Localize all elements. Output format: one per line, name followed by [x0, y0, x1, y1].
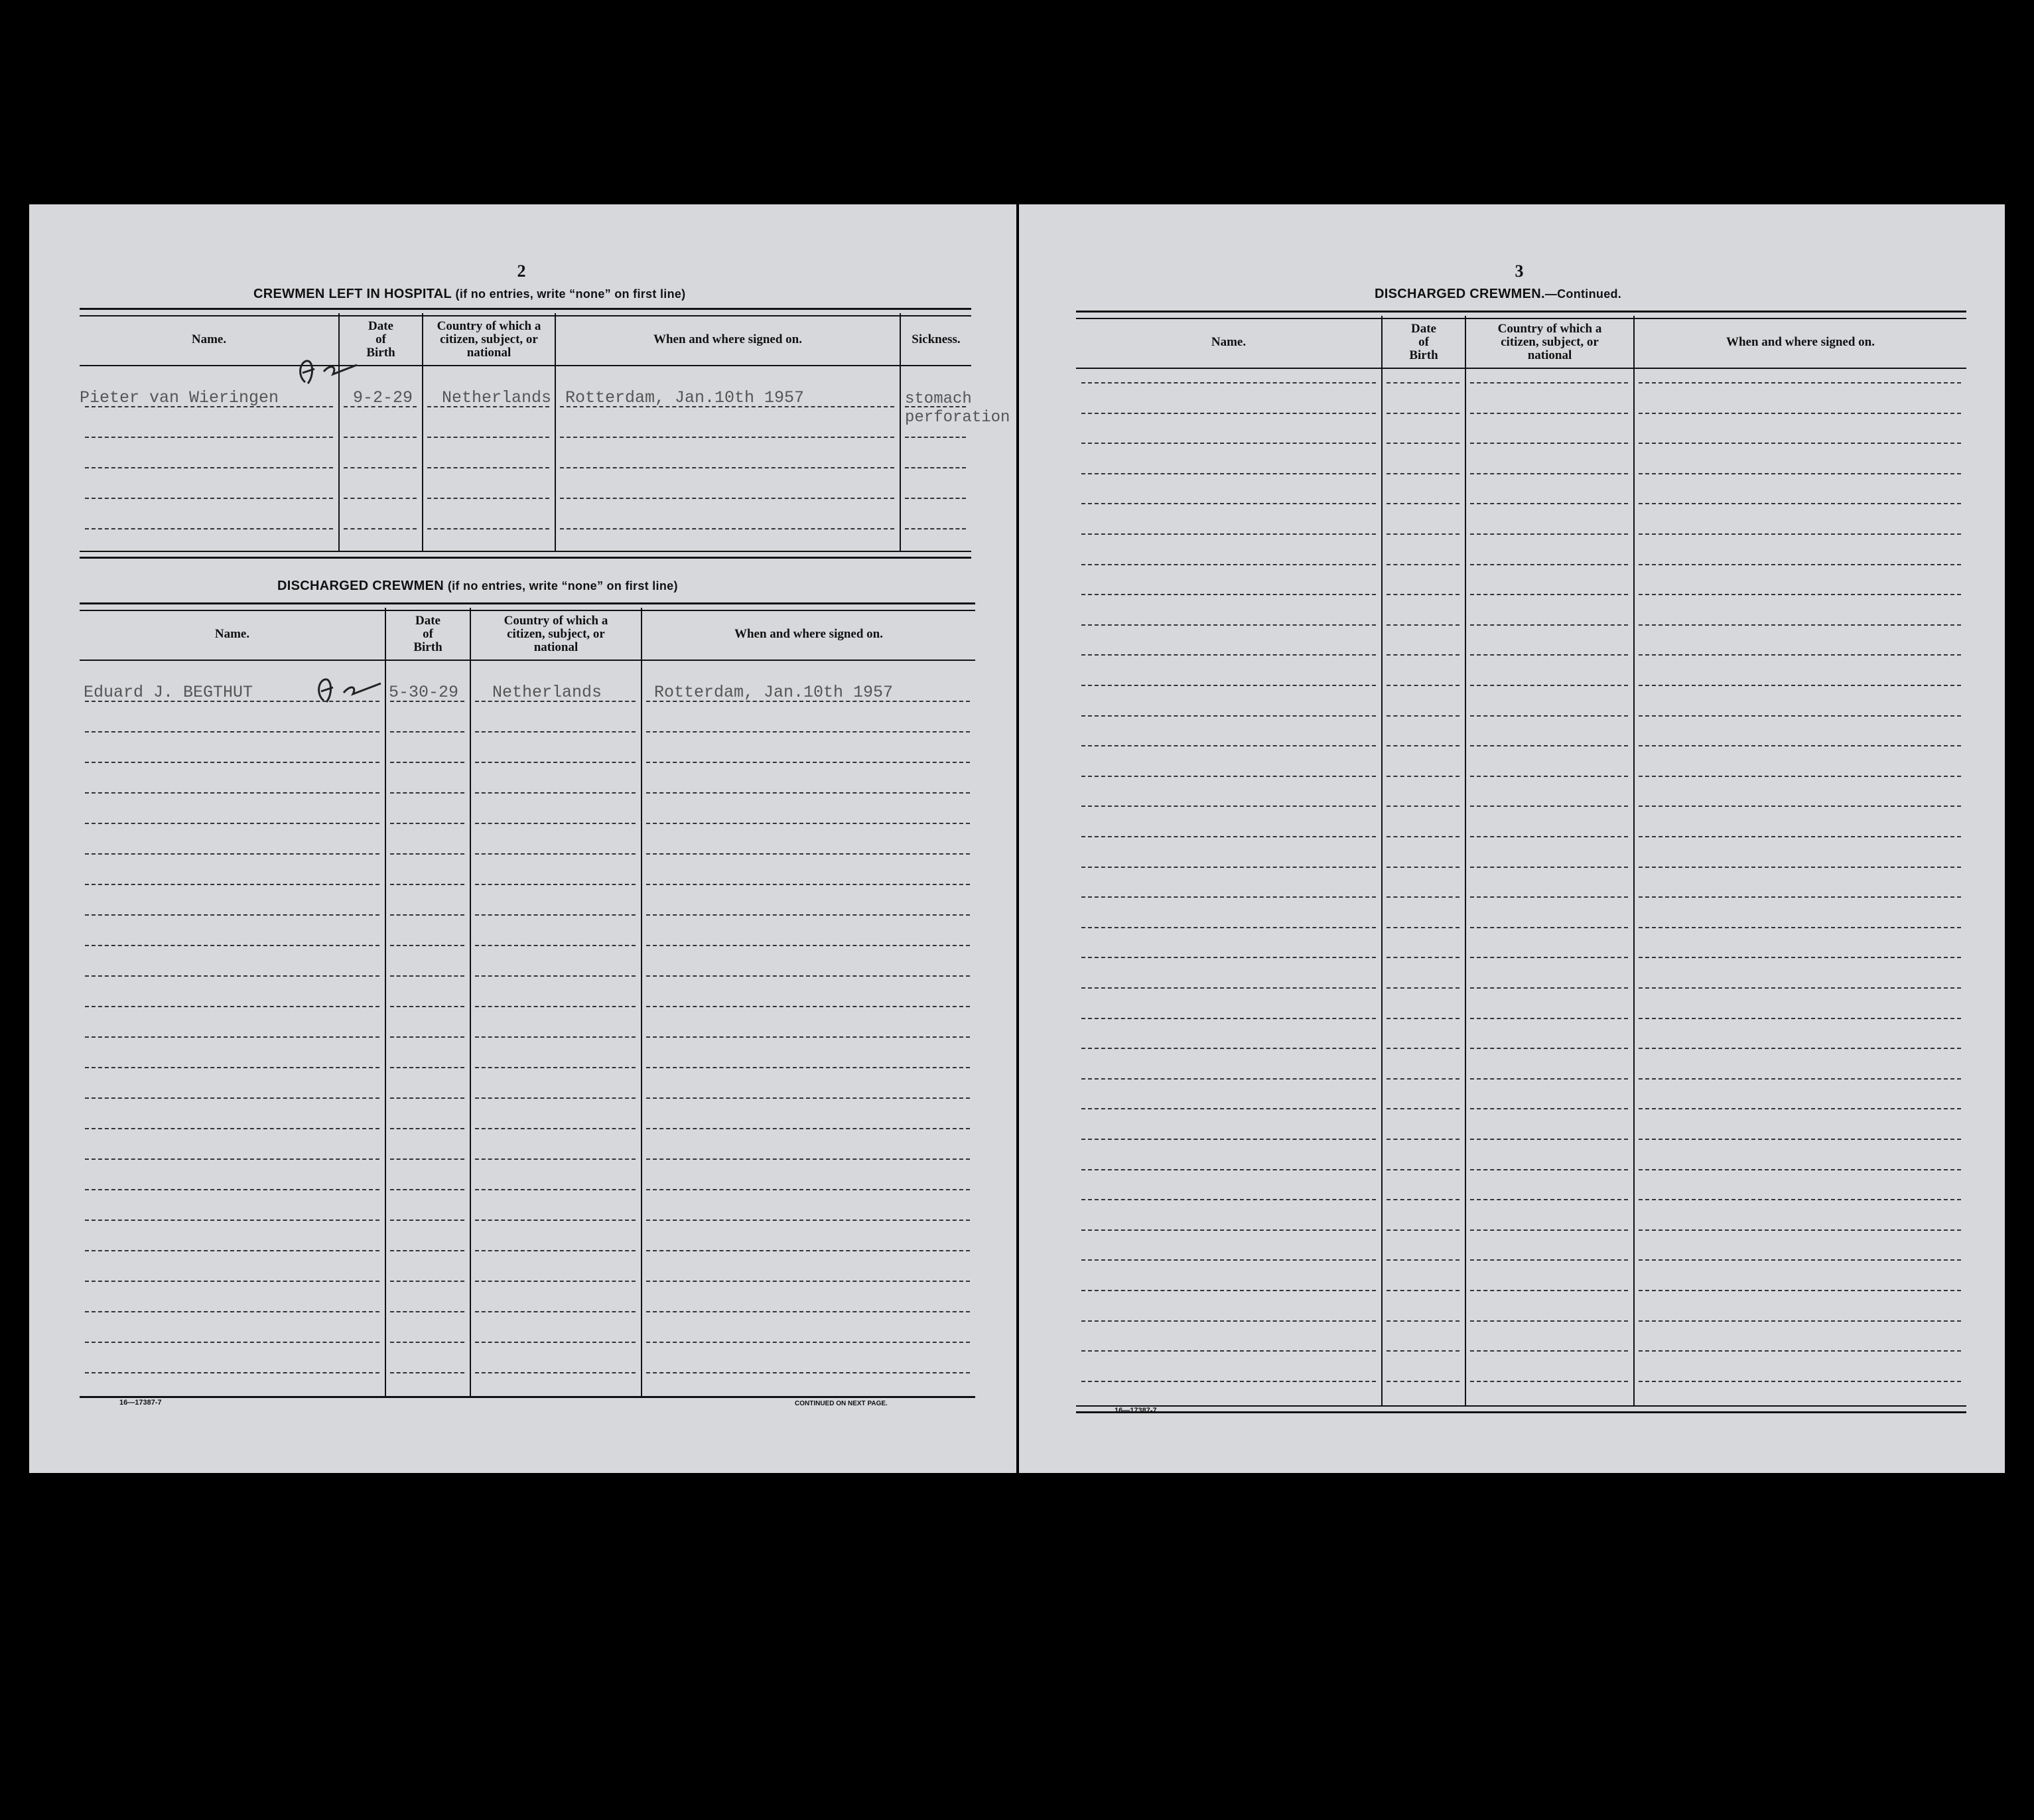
continued-note: CONTINUED ON NEXT PAGE. [795, 1400, 888, 1407]
form-ruling-line [427, 498, 549, 499]
form-ruling-line [427, 467, 549, 468]
form-ruling-line [475, 1220, 636, 1221]
form-ruling-line [1387, 443, 1459, 444]
form-ruling-line [1470, 443, 1628, 444]
form-ruling-line [1639, 1199, 1961, 1200]
form-ruling-line [344, 498, 417, 499]
form-ruling-line [85, 1128, 379, 1129]
form-ruling-line [1470, 896, 1628, 898]
form-ruling-line [390, 1372, 464, 1373]
form-ruling-line [1387, 957, 1459, 958]
form-ruling-line [85, 945, 379, 946]
form-ruling-line [1081, 927, 1376, 928]
form-ruling-line [1639, 1108, 1961, 1109]
form-ruling-line [1387, 594, 1459, 595]
form-ruling-line [1470, 685, 1628, 686]
form-ruling-line [646, 1097, 970, 1099]
form-ruling-line [390, 1158, 464, 1160]
form-ruling-line [85, 762, 379, 763]
form-ruling-line [390, 975, 464, 977]
form-ruling-line [905, 498, 966, 499]
discharged-table [80, 602, 975, 1401]
form-ruling-line [1081, 987, 1376, 989]
form-ruling-line [1639, 564, 1961, 565]
header-signed-on: When and where signed on. [653, 332, 802, 346]
form-ruling-line [475, 884, 636, 885]
form-ruling-line [1387, 654, 1459, 656]
form-ruling-line [85, 528, 333, 529]
form-ruling-line [475, 853, 636, 855]
form-ruling-line [1387, 413, 1459, 414]
form-ruling-line [646, 1067, 970, 1068]
form-ruling-line [1639, 473, 1961, 474]
form-ruling-line [1639, 382, 1961, 384]
header-name: Name. [1211, 335, 1247, 349]
form-ruling-line [1639, 715, 1961, 717]
form-ruling-line [1387, 1320, 1459, 1322]
form-ruling-line [646, 1036, 970, 1038]
form-ruling-line [1387, 987, 1459, 989]
form-ruling-line [85, 1067, 379, 1068]
form-ruling-line [1387, 473, 1459, 474]
form-ruling-line [1387, 867, 1459, 868]
form-ruling-line [1470, 745, 1628, 746]
header-country: Country of which a citizen, subject, or national [1497, 322, 1602, 362]
form-ruling-line [475, 1067, 636, 1068]
form-ruling-line [646, 1372, 970, 1373]
form-ruling-line [390, 1097, 464, 1099]
form-ruling-line [646, 1006, 970, 1007]
form-ruling-line [85, 1250, 379, 1251]
discharged-entry-country: Netherlands [492, 683, 602, 702]
form-ruling-line [1470, 1229, 1628, 1231]
form-ruling-line [1387, 533, 1459, 535]
form-ruling-line [1081, 503, 1376, 504]
form-ruling-line [560, 437, 894, 438]
form-ruling-line [1081, 413, 1376, 414]
form-ruling-line [85, 1311, 379, 1312]
form-ruling-line [1081, 1350, 1376, 1352]
discharged-section-title [277, 579, 678, 594]
form-ruling-line [1387, 503, 1459, 504]
form-ruling-line [646, 1281, 970, 1282]
page-number: 3 [1515, 261, 1524, 281]
form-ruling-line [1639, 685, 1961, 686]
form-ruling-line [1387, 1259, 1459, 1261]
form-ruling-line [1081, 867, 1376, 868]
handwritten-mark [309, 666, 395, 706]
form-ruling-line [475, 731, 636, 733]
form-ruling-line [475, 1281, 636, 1282]
form-ruling-line [646, 1158, 970, 1160]
form-ruling-line [1470, 1320, 1628, 1322]
form-ruling-line [85, 1189, 379, 1190]
form-ruling-line [1081, 624, 1376, 626]
form-ruling-line [1639, 503, 1961, 504]
form-ruling-line [1081, 594, 1376, 595]
form-ruling-line [1387, 927, 1459, 928]
form-ruling-line [1470, 1259, 1628, 1261]
form-ruling-line [1470, 1139, 1628, 1140]
form-ruling-line [1081, 685, 1376, 686]
discharged-title-note: (if no entries, write “none” on first line) [447, 579, 678, 593]
form-ruling-line [1387, 685, 1459, 686]
form-ruling-line [1081, 1381, 1376, 1382]
left-page [29, 204, 1016, 1473]
form-ruling-line [646, 884, 970, 885]
form-ruling-line [1470, 1290, 1628, 1291]
form-ruling-line [475, 823, 636, 824]
form-ruling-line [1470, 503, 1628, 504]
form-ruling-line [85, 975, 379, 977]
header-sickness: Sickness. [912, 332, 961, 346]
form-ruling-line [1081, 715, 1376, 717]
hospital-entry-country: Netherlands [442, 388, 552, 407]
form-ruling-line [1470, 927, 1628, 928]
form-ruling-line [344, 437, 417, 438]
form-ruling-line [1387, 1290, 1459, 1291]
form-ruling-line [560, 528, 894, 529]
form-ruling-line [1639, 654, 1961, 656]
form-ruling-line [1081, 776, 1376, 777]
form-ruling-line [1387, 715, 1459, 717]
form-ruling-line [475, 1342, 636, 1343]
form-ruling-line [646, 762, 970, 763]
form-ruling-line [390, 1006, 464, 1007]
form-ruling-line [85, 437, 333, 438]
form-ruling-line [1387, 836, 1459, 837]
discharged-title-suffix: —Continued. [1544, 287, 1622, 301]
form-ruling-line [390, 1281, 464, 1282]
form-ruling-line [646, 853, 970, 855]
form-ruling-line [1470, 1078, 1628, 1080]
form-ruling-line [1639, 896, 1961, 898]
form-ruling-line [1081, 1320, 1376, 1322]
form-ruling-line [1387, 1350, 1459, 1352]
form-ruling-line [1470, 987, 1628, 989]
hospital-entry-sickness-1: stomach [905, 390, 972, 408]
form-ruling-line [85, 914, 379, 916]
form-ruling-line [1387, 776, 1459, 777]
hospital-table [80, 308, 1010, 560]
discharged-title: DISCHARGED CREWMEN. [1375, 287, 1545, 301]
form-ruling-line [85, 731, 379, 733]
form-ruling-line [390, 762, 464, 763]
form-ruling-line [475, 975, 636, 977]
form-ruling-line [1387, 1018, 1459, 1019]
form-ruling-line [1639, 776, 1961, 777]
form-ruling-line [1470, 533, 1628, 535]
header-country: Country of which a citizen, subject, or national [437, 319, 541, 360]
form-ruling-line [646, 1250, 970, 1251]
form-ruling-line [344, 528, 417, 529]
form-ruling-line [560, 467, 894, 468]
form-ruling-line [1081, 957, 1376, 958]
form-ruling-line [1081, 1018, 1376, 1019]
form-ruling-line [390, 914, 464, 916]
form-ruling-line [1387, 1048, 1459, 1049]
form-ruling-line [1639, 1048, 1961, 1049]
form-ruling-line [1081, 1169, 1376, 1170]
hospital-entry-sickness-2: perforation [905, 409, 1010, 427]
form-number: 16—17387-7 [119, 1399, 162, 1407]
form-ruling-line [475, 1128, 636, 1129]
form-ruling-line [1081, 1259, 1376, 1261]
form-ruling-line [1639, 594, 1961, 595]
form-ruling-line [1081, 382, 1376, 384]
form-ruling-line [390, 1036, 464, 1038]
form-ruling-line [1387, 1169, 1459, 1170]
form-ruling-line [1639, 1078, 1961, 1080]
form-ruling-line [1081, 1229, 1376, 1231]
form-ruling-line [1639, 1290, 1961, 1291]
form-ruling-line [1639, 1169, 1961, 1170]
discharged-entry-dob: 5-30-29 [389, 683, 459, 702]
form-ruling-line [646, 792, 970, 794]
form-ruling-line [1081, 654, 1376, 656]
form-ruling-line [646, 731, 970, 733]
form-ruling-line [1470, 1199, 1628, 1200]
form-ruling-line [475, 762, 636, 763]
hospital-title-note: (if no entries, write “none” on first line) [455, 287, 686, 301]
form-ruling-line [85, 823, 379, 824]
form-ruling-line [905, 467, 966, 468]
form-ruling-line [85, 1158, 379, 1160]
form-ruling-line [1387, 1229, 1459, 1231]
form-ruling-line [1081, 533, 1376, 535]
form-ruling-line [390, 792, 464, 794]
form-ruling-line [85, 1097, 379, 1099]
form-ruling-line [390, 1250, 464, 1251]
discharged-title: DISCHARGED CREWMEN [277, 579, 444, 593]
form-ruling-line [1470, 1350, 1628, 1352]
form-ruling-line [390, 1311, 464, 1312]
form-ruling-line [646, 1311, 970, 1312]
form-ruling-line [1470, 1169, 1628, 1170]
form-ruling-line [390, 1220, 464, 1221]
header-name: Name. [191, 332, 227, 346]
form-ruling-line [390, 731, 464, 733]
header-signed-on: When and where signed on. [734, 627, 883, 641]
form-ruling-line [85, 498, 333, 499]
form-ruling-line [1081, 1108, 1376, 1109]
form-ruling-line [1470, 473, 1628, 474]
form-ruling-line [1387, 1108, 1459, 1109]
form-ruling-line [475, 1189, 636, 1190]
hospital-entry-name: Pieter van Wieringen [80, 388, 279, 407]
form-ruling-line [1081, 896, 1376, 898]
form-ruling-line [85, 884, 379, 885]
form-ruling-line [1470, 805, 1628, 807]
page-number: 2 [517, 261, 526, 281]
form-ruling-line [1470, 1048, 1628, 1049]
form-ruling-line [1387, 896, 1459, 898]
discharged-continued-title [1375, 287, 1621, 302]
form-ruling-line [1639, 1229, 1961, 1231]
form-ruling-line [1387, 1078, 1459, 1080]
form-ruling-line [390, 1189, 464, 1190]
form-ruling-line [1387, 564, 1459, 565]
form-ruling-line [85, 1006, 379, 1007]
form-ruling-line [1081, 745, 1376, 746]
form-ruling-line [1081, 836, 1376, 837]
form-ruling-line [390, 945, 464, 946]
form-ruling-line [646, 1189, 970, 1190]
handwritten-mark [291, 349, 370, 389]
form-ruling-line [475, 1036, 636, 1038]
form-ruling-line [1639, 836, 1961, 837]
form-ruling-line [1639, 957, 1961, 958]
form-ruling-line [427, 528, 549, 529]
form-ruling-line [390, 1342, 464, 1343]
form-ruling-line [1470, 836, 1628, 837]
form-ruling-line [85, 1372, 379, 1373]
form-ruling-line [475, 1006, 636, 1007]
form-ruling-line [1081, 1139, 1376, 1140]
form-ruling-line [1470, 776, 1628, 777]
discharged-continued-table [1076, 311, 1966, 1412]
form-ruling-line [475, 914, 636, 916]
form-ruling-line [390, 1067, 464, 1068]
form-ruling-line [475, 1372, 636, 1373]
hospital-entry-dob: 9-2-29 [353, 388, 413, 407]
form-ruling-line [905, 528, 966, 529]
form-ruling-line [85, 792, 379, 794]
form-ruling-line [1639, 413, 1961, 414]
form-ruling-line [1639, 443, 1961, 444]
form-ruling-line [475, 1097, 636, 1099]
form-number: 16—17387-7 [1115, 1407, 1157, 1415]
form-ruling-line [1081, 1078, 1376, 1080]
form-ruling-line [475, 945, 636, 946]
form-ruling-line [1470, 715, 1628, 717]
form-ruling-line [1639, 1350, 1961, 1352]
form-ruling-line [475, 1311, 636, 1312]
form-ruling-line [1470, 1018, 1628, 1019]
form-ruling-line [475, 792, 636, 794]
header-name: Name. [214, 627, 250, 641]
form-ruling-line [1387, 745, 1459, 746]
form-ruling-line [1387, 624, 1459, 626]
form-ruling-line [1081, 1199, 1376, 1200]
form-ruling-line [646, 1220, 970, 1221]
form-ruling-line [560, 498, 894, 499]
form-ruling-line [1639, 1018, 1961, 1019]
form-ruling-line [390, 1128, 464, 1129]
hospital-section-title [253, 287, 685, 302]
header-country: Country of which a citizen, subject, or national [504, 614, 608, 654]
form-ruling-line [1639, 987, 1961, 989]
form-ruling-line [85, 853, 379, 855]
form-ruling-line [390, 853, 464, 855]
form-ruling-line [646, 975, 970, 977]
discharged-entry-name: Eduard J. BEGTHUT [84, 683, 253, 702]
form-ruling-line [85, 467, 333, 468]
hospital-title: CREWMEN LEFT IN HOSPITAL [253, 287, 452, 301]
form-ruling-line [1387, 1199, 1459, 1200]
form-ruling-line [1470, 594, 1628, 595]
form-ruling-line [1470, 413, 1628, 414]
form-ruling-line [1470, 654, 1628, 656]
form-ruling-line [1387, 1139, 1459, 1140]
form-ruling-line [390, 884, 464, 885]
form-ruling-line [1470, 624, 1628, 626]
form-ruling-line [1470, 867, 1628, 868]
form-ruling-line [646, 914, 970, 916]
form-ruling-line [85, 1036, 379, 1038]
form-ruling-line [1639, 1259, 1961, 1261]
form-ruling-line [646, 823, 970, 824]
form-ruling-line [1387, 1381, 1459, 1382]
form-ruling-line [646, 1128, 970, 1129]
form-ruling-line [1081, 1290, 1376, 1291]
hospital-entry-signed-on: Rotterdam, Jan.10th 1957 [565, 388, 805, 407]
form-ruling-line [475, 1250, 636, 1251]
form-ruling-line [1639, 745, 1961, 746]
form-ruling-line [1081, 473, 1376, 474]
form-ruling-line [1470, 957, 1628, 958]
form-ruling-line [85, 1342, 379, 1343]
form-ruling-line [1639, 1381, 1961, 1382]
header-date-of-birth: Date of Birth [1409, 322, 1438, 362]
form-ruling-line [1081, 805, 1376, 807]
header-date-of-birth: Date of Birth [366, 319, 395, 360]
form-ruling-line [1470, 382, 1628, 384]
form-ruling-line [1639, 805, 1961, 807]
form-ruling-line [1387, 805, 1459, 807]
form-ruling-line [1639, 927, 1961, 928]
form-ruling-line [1639, 1139, 1961, 1140]
form-ruling-line [427, 437, 549, 438]
form-ruling-line [344, 467, 417, 468]
form-ruling-line [85, 1281, 379, 1282]
form-ruling-line [1639, 867, 1961, 868]
form-ruling-line [1639, 1320, 1961, 1322]
form-ruling-line [85, 1220, 379, 1221]
form-ruling-line [1470, 1108, 1628, 1109]
form-ruling-line [1081, 443, 1376, 444]
form-ruling-line [475, 1158, 636, 1160]
form-ruling-line [646, 1342, 970, 1343]
form-ruling-line [905, 437, 966, 438]
form-ruling-line [1387, 382, 1459, 384]
form-ruling-line [1470, 564, 1628, 565]
form-ruling-line [1639, 624, 1961, 626]
discharged-entry-signed-on: Rotterdam, Jan.10th 1957 [654, 683, 894, 702]
form-ruling-line [1639, 533, 1961, 535]
form-ruling-line [1081, 1048, 1376, 1049]
form-ruling-line [390, 823, 464, 824]
form-ruling-line [1081, 564, 1376, 565]
header-date-of-birth: Date of Birth [413, 614, 442, 654]
header-signed-on: When and where signed on. [1726, 335, 1875, 349]
form-ruling-line [646, 945, 970, 946]
form-ruling-line [1470, 1381, 1628, 1382]
right-page [1019, 204, 2005, 1473]
